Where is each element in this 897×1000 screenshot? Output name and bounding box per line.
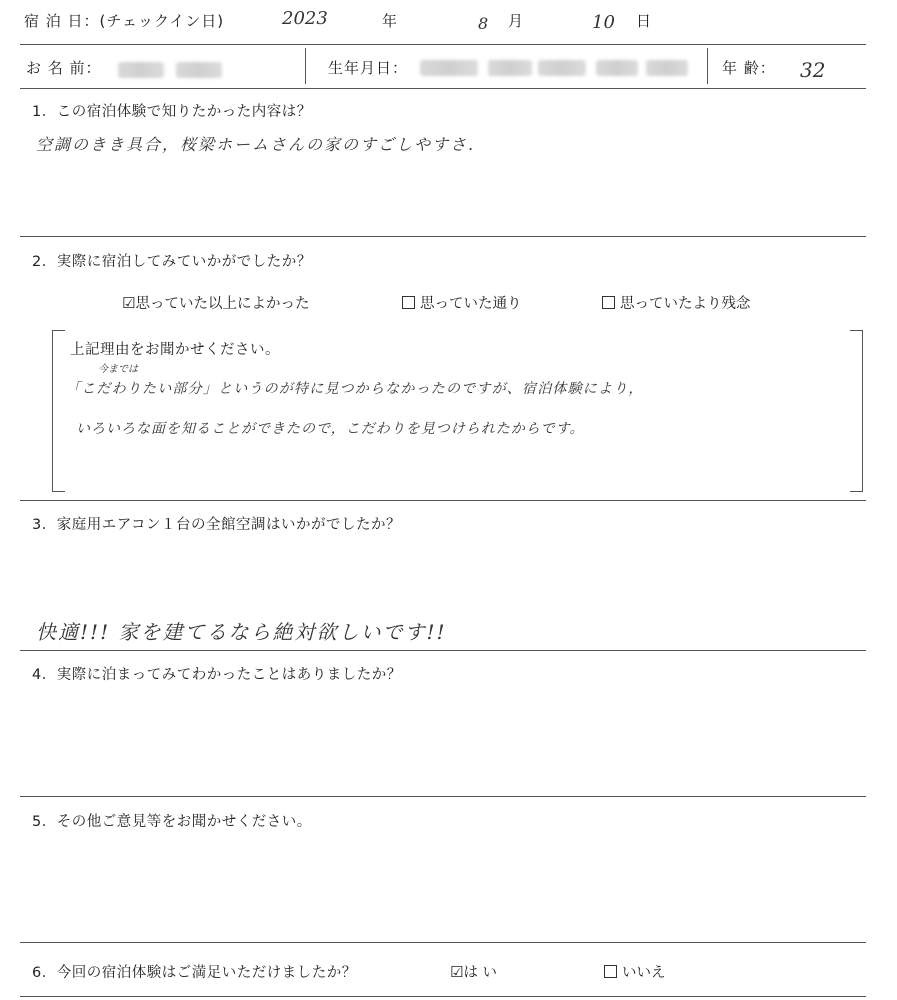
q2-reason-label: 上記理由をお聞かせください。: [70, 342, 280, 358]
q1-question: 1．この宿泊体験で知りたかった内容は？: [32, 104, 312, 120]
q2-reason-line1: 「こだわりたい部分」というのが特に見つからなかったのですが、宿泊体験により，: [66, 381, 644, 397]
bracket-right: [850, 330, 863, 492]
divider: [305, 48, 306, 84]
q1-answer: 空調のきき具合，桜梁ホームさんの家のすごしやすさ.: [36, 135, 476, 154]
divider: [20, 650, 866, 651]
q2-question: 2．実際に宿泊してみていかがでしたか？: [32, 254, 312, 270]
redacted-birthdate-1: [420, 60, 478, 76]
checkbox-icon: [602, 296, 615, 309]
redacted-birthdate-3: [538, 60, 586, 76]
q6-option-no: [604, 961, 666, 982]
divider: [20, 88, 866, 89]
q6-option-yes: [450, 961, 497, 982]
stay-date-label: 宿 泊 日：(チェックイン日): [24, 12, 225, 30]
year-value: 2023: [282, 8, 328, 29]
divider: [20, 44, 866, 45]
q2-reason-line2: いろいろな面を知ることができたので，こだわりを見つけられたからです。: [76, 421, 585, 437]
age-label: 年 齢：: [722, 59, 776, 77]
divider: [20, 236, 866, 237]
q6-option-no-label: いいえ: [622, 965, 666, 981]
divider: [707, 48, 708, 84]
q2-option-better-label: 思っていた以上によかった: [135, 296, 310, 312]
q4-question: 4．実際に泊まってみてわかったことはありましたか？: [32, 667, 402, 683]
checkbox-icon: [402, 296, 415, 309]
q2-reason-note: 今までは: [98, 364, 138, 375]
q2-option-as-expected: [402, 292, 522, 313]
redacted-name-2: [176, 62, 222, 78]
q2-option-worse: [602, 292, 751, 313]
q3-question: 3．家庭用エアコン１台の全館空調はいかがでしたか？: [32, 517, 401, 533]
checked-checkbox-icon: ☑: [450, 963, 464, 981]
checkbox-icon: [604, 965, 617, 978]
q6-question: 6．今回の宿泊体験はご満足いただけましたか？: [32, 965, 357, 981]
divider: [20, 796, 866, 797]
q2-option-as-expected-label: 思っていた通り: [420, 296, 522, 312]
q3-answer: 快適!!! 家を建てるなら絶対欲しいです!!: [36, 620, 447, 644]
divider: [20, 942, 866, 943]
age-value: 32: [800, 58, 826, 82]
q6-option-yes-label: は い: [463, 965, 498, 981]
redacted-birthdate-2: [488, 60, 532, 76]
year-label: 年: [382, 12, 399, 30]
q2-option-worse-label: 思っていたより残念: [620, 296, 751, 312]
day-label: 日: [636, 12, 653, 30]
divider: [20, 996, 866, 997]
redacted-birthdate-5: [646, 60, 688, 76]
checked-checkbox-icon: ☑: [122, 294, 136, 312]
q2-option-better: [122, 292, 309, 313]
month-value: 8: [478, 14, 489, 33]
q5-question: 5．その他ご意見等をお聞かせください。: [32, 814, 312, 830]
bracket-left: [52, 330, 65, 492]
birthdate-label: 生年月日：: [328, 59, 409, 77]
month-label: 月: [508, 12, 525, 30]
day-value: 10: [592, 12, 615, 33]
name-label: お 名 前：: [26, 59, 102, 77]
redacted-birthdate-4: [596, 60, 638, 76]
redacted-name-1: [118, 62, 164, 78]
divider: [20, 500, 866, 501]
